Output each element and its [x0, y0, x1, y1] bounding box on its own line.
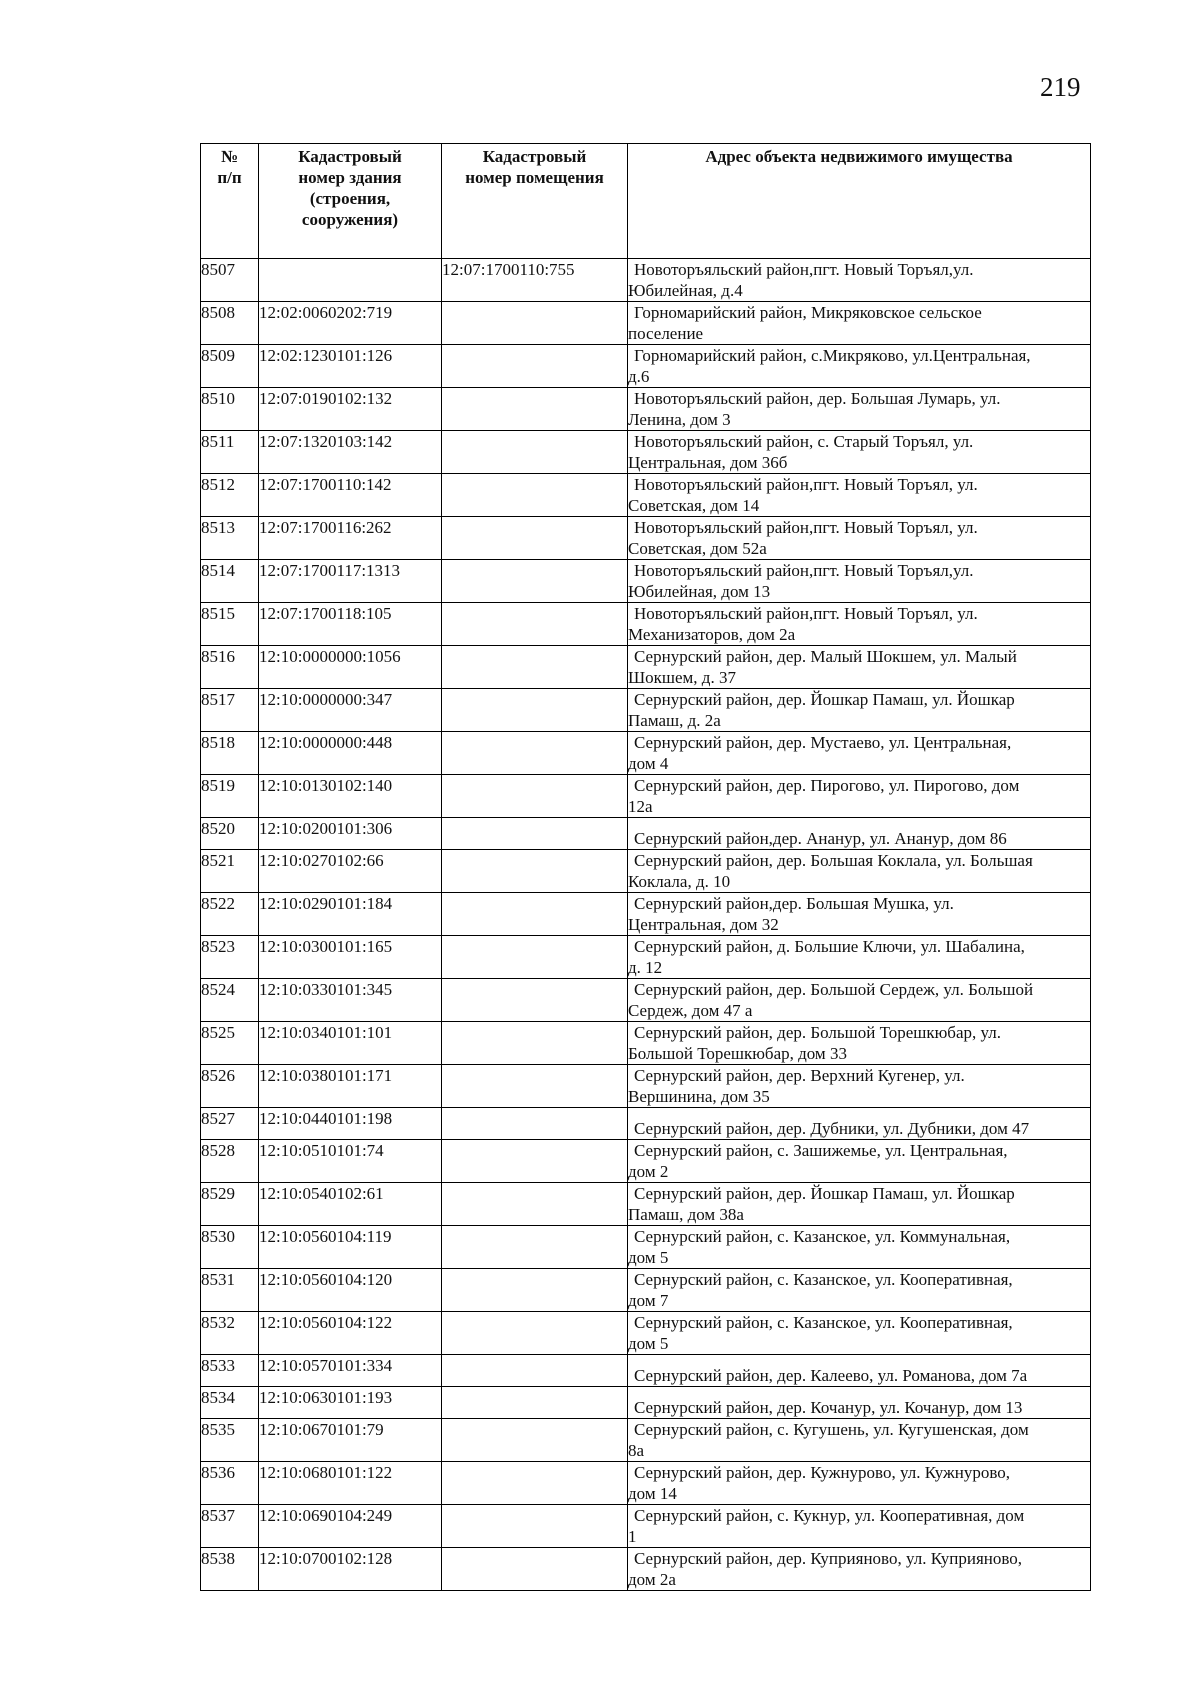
address-line: Сернурский район, дер. Верхний Кугенер, ул.	[634, 1066, 965, 1085]
table-row	[201, 1548, 1091, 1591]
building-cadastral-number: 12:10:0560104:120	[259, 1269, 442, 1312]
address-line: Советская, дом 52а	[628, 539, 767, 558]
address-line: Сернурский район, дер. Большой Сердеж, ул. Большой	[634, 980, 1034, 999]
table-row	[201, 1419, 1091, 1462]
row-number: 8530	[201, 1226, 259, 1269]
address-line: Сернурский район, дер. Малый Шокшем, ул. Малый	[634, 647, 1017, 666]
table-row	[201, 850, 1091, 893]
table-row	[201, 1065, 1091, 1108]
room-cadastral-number	[442, 1548, 628, 1591]
object-address	[628, 517, 1091, 560]
address-line: Новоторъяльский район,пгт. Новый Торъял, ул.	[634, 475, 978, 494]
table-row	[201, 560, 1091, 603]
building-cadastral-number: 12:10:0510101:74	[259, 1140, 442, 1183]
table-row	[201, 893, 1091, 936]
room-cadastral-number: 12:07:1700110:755	[442, 259, 628, 302]
row-number: 8517	[201, 689, 259, 732]
row-number: 8524	[201, 979, 259, 1022]
address-line: Ленина, дом 3	[628, 410, 731, 429]
header-address: Адрес объекта недвижимого имущества	[628, 144, 1091, 259]
address-line: Сернурский район, дер. Куприяново, ул. Куприяново,	[634, 1549, 1023, 1568]
address-line: Шокшем, д. 37	[628, 668, 736, 687]
table-row	[201, 431, 1091, 474]
address-line: Сернурский район, дер. Йошкар Памаш, ул. Йошкар	[634, 1184, 1015, 1203]
table-row	[201, 1108, 1091, 1140]
room-cadastral-number	[442, 893, 628, 936]
table-row	[201, 775, 1091, 818]
object-address	[628, 775, 1091, 818]
object-address	[628, 1355, 1091, 1387]
page-number: 219	[1040, 72, 1081, 102]
address-line: Сернурский район,дер. Большая Мушка, ул.	[634, 894, 954, 913]
row-number: 8533	[201, 1355, 259, 1387]
table-row	[201, 474, 1091, 517]
address-line: Сернурский район, с. Кукнур, ул. Кооперативная, дом	[634, 1506, 1025, 1525]
object-address	[628, 388, 1091, 431]
row-number: 8510	[201, 388, 259, 431]
row-number: 8519	[201, 775, 259, 818]
address-line: Сернурский район, с. Казанское, ул. Коммунальная,	[634, 1227, 1011, 1246]
object-address	[628, 646, 1091, 689]
table-row	[201, 1387, 1091, 1419]
room-cadastral-number	[442, 388, 628, 431]
property-registry-table	[200, 143, 1091, 1591]
room-cadastral-number	[442, 775, 628, 818]
table-row	[201, 732, 1091, 775]
row-number: 8523	[201, 936, 259, 979]
room-cadastral-number	[442, 345, 628, 388]
address-line: Сернурский район, дер. Пирогово, ул. Пирогово, дом	[634, 776, 1020, 795]
building-cadastral-number: 12:10:0630101:193	[259, 1387, 442, 1419]
address-line: Сернурский район, с. Кугушень, ул. Кугушенская, дом	[634, 1420, 1029, 1439]
building-cadastral-number: 12:10:0570101:334	[259, 1355, 442, 1387]
table-row	[201, 1183, 1091, 1226]
room-cadastral-number	[442, 1183, 628, 1226]
object-address	[628, 603, 1091, 646]
address-line: Советская, дом 14	[628, 496, 760, 515]
address-line: Юбилейная, дом 13	[628, 582, 771, 601]
address-line: Вершинина, дом 35	[628, 1087, 770, 1106]
table-row	[201, 388, 1091, 431]
object-address	[628, 1140, 1091, 1183]
address-line: Новоторъяльский район,пгт. Новый Торъял,ул.	[634, 561, 974, 580]
room-cadastral-number	[442, 818, 628, 850]
header-num: № п/п	[201, 144, 259, 259]
building-cadastral-number: 12:10:0670101:79	[259, 1419, 442, 1462]
address-line: дом 7	[628, 1291, 669, 1310]
table-row	[201, 603, 1091, 646]
building-cadastral-number: 12:10:0440101:198	[259, 1108, 442, 1140]
header-room-cadastral: Кадастровый номер помещения	[442, 144, 628, 259]
object-address	[628, 560, 1091, 603]
object-address	[628, 732, 1091, 775]
building-cadastral-number: 12:07:1700117:1313	[259, 560, 442, 603]
row-number: 8536	[201, 1462, 259, 1505]
address-line: 1	[628, 1527, 637, 1546]
address-line: Центральная, дом 32	[628, 915, 779, 934]
table-row	[201, 1022, 1091, 1065]
address-line: Сернурский район, дер. Большой Торешкюбар, ул.	[634, 1023, 1001, 1042]
address-line: Новоторъяльский район,пгт. Новый Торъял,ул.	[634, 260, 974, 279]
object-address	[628, 1065, 1091, 1108]
address-line: Сернурский район, с. Казанское, ул. Кооперативная,	[634, 1270, 1013, 1289]
table-header-row	[201, 144, 1091, 259]
row-number: 8537	[201, 1505, 259, 1548]
row-number: 8516	[201, 646, 259, 689]
building-cadastral-number: 12:10:0200101:306	[259, 818, 442, 850]
room-cadastral-number	[442, 1226, 628, 1269]
table-row	[201, 646, 1091, 689]
table-row	[201, 1269, 1091, 1312]
table-row	[201, 979, 1091, 1022]
address-line: Сернурский район, дер. Мустаево, ул. Центральная,	[634, 733, 1012, 752]
table-row	[201, 345, 1091, 388]
address-line: Новоторъяльский район, дер. Большая Лумарь, ул.	[634, 389, 1001, 408]
room-cadastral-number	[442, 732, 628, 775]
address-line: Сердеж, дом 47 а	[628, 1001, 753, 1020]
building-cadastral-number: 12:10:0560104:122	[259, 1312, 442, 1355]
address-line: Центральная, дом 36б	[628, 453, 788, 472]
address-line: Новоторъяльский район,пгт. Новый Торъял, ул.	[634, 518, 978, 537]
room-cadastral-number	[442, 1022, 628, 1065]
address-line: Юбилейная, д.4	[628, 281, 743, 300]
table-row	[201, 1505, 1091, 1548]
row-number: 8526	[201, 1065, 259, 1108]
address-line: 12а	[628, 797, 653, 816]
object-address	[628, 936, 1091, 979]
object-address	[628, 1312, 1091, 1355]
room-cadastral-number	[442, 1355, 628, 1387]
building-cadastral-number: 12:10:0130102:140	[259, 775, 442, 818]
building-cadastral-number: 12:10:0680101:122	[259, 1462, 442, 1505]
address-line: Сернурский район, д. Большие Ключи, ул. Шабалина,	[634, 937, 1025, 956]
address-line: д. 12	[628, 958, 663, 977]
address-line: д.6	[628, 367, 650, 386]
room-cadastral-number	[442, 1419, 628, 1462]
address-line: дом 4	[628, 754, 669, 773]
table-row	[201, 936, 1091, 979]
row-number: 8515	[201, 603, 259, 646]
building-cadastral-number: 12:10:0330101:345	[259, 979, 442, 1022]
room-cadastral-number	[442, 936, 628, 979]
address-line: дом 2а	[628, 1570, 676, 1589]
address-line: дом 5	[628, 1248, 669, 1267]
address-line: Сернурский район, с. Казанское, ул. Кооперативная,	[634, 1313, 1013, 1332]
object-address	[628, 1022, 1091, 1065]
building-cadastral-number: 12:10:0700102:128	[259, 1548, 442, 1591]
room-cadastral-number	[442, 1462, 628, 1505]
row-number: 8512	[201, 474, 259, 517]
building-cadastral-number: 12:07:1700118:105	[259, 603, 442, 646]
room-cadastral-number	[442, 850, 628, 893]
address-line: Коклала, д. 10	[628, 872, 731, 891]
table-row	[201, 1355, 1091, 1387]
object-address	[628, 1462, 1091, 1505]
room-cadastral-number	[442, 302, 628, 345]
object-address	[628, 689, 1091, 732]
row-number: 8529	[201, 1183, 259, 1226]
address-line: Сернурский район, дер. Кочанур, ул. Кочанур, дом 13	[634, 1398, 1023, 1417]
row-number: 8521	[201, 850, 259, 893]
address-line: Памаш, д. 2а	[628, 711, 721, 730]
building-cadastral-number: 12:07:1700116:262	[259, 517, 442, 560]
row-number: 8507	[201, 259, 259, 302]
object-address	[628, 850, 1091, 893]
building-cadastral-number: 12:10:0540102:61	[259, 1183, 442, 1226]
building-cadastral-number: 12:10:0690104:249	[259, 1505, 442, 1548]
object-address	[628, 259, 1091, 302]
address-line: Горномарийский район, с.Микряково, ул.Центральная,	[634, 346, 1031, 365]
room-cadastral-number	[442, 1387, 628, 1419]
table-row	[201, 1312, 1091, 1355]
object-address	[628, 1183, 1091, 1226]
row-number: 8531	[201, 1269, 259, 1312]
address-line: Горномарийский район, Микряковское сельское	[634, 303, 982, 322]
building-cadastral-number: 12:10:0000000:1056	[259, 646, 442, 689]
address-line: Памаш, дом 38а	[628, 1205, 744, 1224]
address-line: Новоторъяльский район, с. Старый Торъял, ул.	[634, 432, 974, 451]
room-cadastral-number	[442, 979, 628, 1022]
room-cadastral-number	[442, 1108, 628, 1140]
room-cadastral-number	[442, 1140, 628, 1183]
address-line: дом 14	[628, 1484, 677, 1503]
object-address	[628, 1387, 1091, 1419]
address-line: Сернурский район, дер. Калеево, ул. Романова, дом 7а	[634, 1366, 1028, 1385]
row-number: 8527	[201, 1108, 259, 1140]
address-line: Сернурский район, дер. Большая Коклала, ул. Большая	[634, 851, 1033, 870]
object-address	[628, 474, 1091, 517]
address-line: дом 5	[628, 1334, 669, 1353]
row-number: 8534	[201, 1387, 259, 1419]
row-number: 8518	[201, 732, 259, 775]
object-address	[628, 893, 1091, 936]
room-cadastral-number	[442, 431, 628, 474]
table-row	[201, 818, 1091, 850]
room-cadastral-number	[442, 517, 628, 560]
header-building-cadastral: Кадастровый номер здания (строения, сооружения)	[259, 144, 442, 259]
row-number: 8513	[201, 517, 259, 560]
address-line: Механизаторов, дом 2а	[628, 625, 796, 644]
building-cadastral-number: 12:10:0000000:347	[259, 689, 442, 732]
building-cadastral-number: 12:07:0190102:132	[259, 388, 442, 431]
building-cadastral-number	[259, 259, 442, 302]
row-number: 8508	[201, 302, 259, 345]
building-cadastral-number: 12:02:1230101:126	[259, 345, 442, 388]
room-cadastral-number	[442, 689, 628, 732]
object-address	[628, 1226, 1091, 1269]
row-number: 8528	[201, 1140, 259, 1183]
building-cadastral-number: 12:07:1320103:142	[259, 431, 442, 474]
row-number: 8538	[201, 1548, 259, 1591]
row-number: 8511	[201, 431, 259, 474]
table-row	[201, 302, 1091, 345]
building-cadastral-number: 12:10:0290101:184	[259, 893, 442, 936]
building-cadastral-number: 12:10:0000000:448	[259, 732, 442, 775]
address-line: Сернурский район,дер. Ананур, ул. Ананур, дом 86	[634, 829, 1007, 848]
address-line: Сернурский район, дер. Дубники, ул. Дубники, дом 47	[634, 1119, 1030, 1138]
building-cadastral-number: 12:10:0300101:165	[259, 936, 442, 979]
address-line: Сернурский район, с. Зашижемье, ул. Центральная,	[634, 1141, 1008, 1160]
object-address	[628, 431, 1091, 474]
object-address	[628, 1505, 1091, 1548]
table-row	[201, 1226, 1091, 1269]
object-address	[628, 1548, 1091, 1591]
object-address	[628, 1108, 1091, 1140]
row-number: 8525	[201, 1022, 259, 1065]
object-address	[628, 1269, 1091, 1312]
object-address	[628, 979, 1091, 1022]
row-number: 8532	[201, 1312, 259, 1355]
room-cadastral-number	[442, 1505, 628, 1548]
object-address	[628, 1419, 1091, 1462]
building-cadastral-number: 12:07:1700110:142	[259, 474, 442, 517]
address-line: поселение	[628, 324, 704, 343]
row-number: 8522	[201, 893, 259, 936]
table-row	[201, 689, 1091, 732]
table-row	[201, 517, 1091, 560]
row-number: 8520	[201, 818, 259, 850]
address-line: дом 2	[628, 1162, 669, 1181]
table-row	[201, 259, 1091, 302]
row-number: 8509	[201, 345, 259, 388]
building-cadastral-number: 12:10:0340101:101	[259, 1022, 442, 1065]
building-cadastral-number: 12:10:0270102:66	[259, 850, 442, 893]
address-line: 8а	[628, 1441, 645, 1460]
building-cadastral-number: 12:10:0380101:171	[259, 1065, 442, 1108]
address-line: Сернурский район, дер. Йошкар Памаш, ул. Йошкар	[634, 690, 1015, 709]
room-cadastral-number	[442, 646, 628, 689]
object-address	[628, 345, 1091, 388]
room-cadastral-number	[442, 474, 628, 517]
row-number: 8535	[201, 1419, 259, 1462]
table-row	[201, 1462, 1091, 1505]
address-line: Сернурский район, дер. Кужнурово, ул. Кужнурово,	[634, 1463, 1011, 1482]
address-line: Новоторъяльский район,пгт. Новый Торъял, ул.	[634, 604, 978, 623]
address-line: Большой Торешкюбар, дом 33	[628, 1044, 847, 1063]
building-cadastral-number: 12:10:0560104:119	[259, 1226, 442, 1269]
room-cadastral-number	[442, 603, 628, 646]
table-row	[201, 1140, 1091, 1183]
room-cadastral-number	[442, 1065, 628, 1108]
room-cadastral-number	[442, 560, 628, 603]
object-address	[628, 302, 1091, 345]
row-number: 8514	[201, 560, 259, 603]
room-cadastral-number	[442, 1269, 628, 1312]
object-address	[628, 818, 1091, 850]
room-cadastral-number	[442, 1312, 628, 1355]
building-cadastral-number: 12:02:0060202:719	[259, 302, 442, 345]
